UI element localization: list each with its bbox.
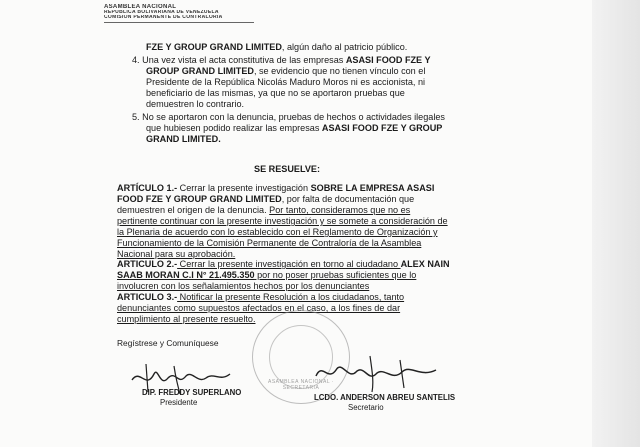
art1-text: Cerrar la presente investigación — [177, 183, 311, 193]
signature-president-role: Presidente — [160, 398, 198, 407]
item4-line4: beneficiario de las mismas, ya que no se aportaron pruebas que — [146, 88, 405, 98]
art2-text-2: por no poser pruebas suficientes que lo — [254, 270, 417, 280]
art1-label: ARTÍCULO 1.- — [117, 183, 178, 193]
art1-line4: pertinente continuar con la presente investigación y se somete a consideración de — [117, 216, 448, 226]
item4-line1 — [132, 55, 431, 65]
art1-line7: Nacional para su aprobación. — [117, 249, 236, 259]
item4-text-cont: , se evidencio que no tienen vínculo con el — [253, 66, 426, 76]
art1-company: FOOD FZE Y GROUP GRAND LIMITED — [117, 194, 282, 204]
art2-line3: involucren con los señalamientos hechos por los denunciantes — [117, 281, 370, 291]
item5-num: 5. — [132, 112, 140, 122]
art2-subject: ALEX NAIN — [400, 259, 450, 269]
resolve-heading: SE RESUELVE: — [254, 164, 321, 174]
signature-secretary — [312, 352, 442, 396]
letterhead-rule — [104, 22, 254, 23]
signature-president-name: DIP. FREDDY SUPERLANO — [142, 388, 242, 397]
item5-line3: GRAND LIMITED. — [146, 134, 221, 144]
art2-text: Cerrar la presente investigación en torno al ciudadano — [177, 259, 401, 269]
item4-line5: demuestren lo contrario. — [146, 99, 245, 109]
art2-line1 — [117, 259, 450, 269]
art1-line1 — [117, 183, 434, 193]
art1-line5: la Plenaria de acuerdo con lo establecido con el Reglamento de Organización y — [117, 227, 438, 237]
letterhead-institution: ASAMBLEA NACIONAL — [104, 4, 177, 10]
page-edge-shadow — [592, 0, 640, 447]
art3-line1 — [117, 292, 404, 302]
letterhead — [104, 4, 244, 20]
art3-line2: denunciantes como supuestos afectados en el caso, a los fines de dar — [117, 303, 401, 313]
top-fragment — [146, 42, 407, 52]
letterhead-line2: REPUBLICA BOLIVARIANA DE VENEZUELA — [104, 10, 219, 15]
item4-company: ASASI FOOD FZE Y — [345, 55, 431, 65]
item4-text: Una vez vista el acta constitutiva de las empresas — [142, 55, 346, 65]
item5-line2 — [146, 123, 442, 133]
art1-line3 — [117, 205, 410, 215]
art1-subject: SOBRE LA EMPRESA ASASI — [310, 183, 435, 193]
signature-secretary-role: Secretario — [348, 403, 384, 412]
art2-subject-cont: SAAB MORAN C.I N° 21.495.350 — [117, 270, 255, 280]
item5-line1 — [132, 112, 445, 122]
art2-line2 — [117, 270, 416, 280]
top-fragment-company: FZE Y GROUP GRAND LIMITED — [146, 42, 282, 52]
art1-underlined-3: Por tanto, consideramos que no es — [269, 205, 411, 215]
seal-text: ASAMBLEA NACIONAL · SECRETARIA — [268, 379, 334, 391]
art3-line3: cumplimiento al presente resuelto. — [117, 314, 256, 324]
art1-line6: Funcionamiento de la Comisión Permanente de Contraloría de la Asamblea — [117, 238, 422, 248]
item4-line3: Presidente de la República Nicolás Maduro Moros ni es accionista, ni — [146, 77, 426, 87]
item5-text: No se aportaron con la denuncia, pruebas de hechos o actividades ilegales — [142, 112, 445, 122]
item5-text-cont: que hubiesen podido realizar las empresas — [146, 123, 322, 133]
item4-company-cont: GROUP GRAND LIMITED — [146, 66, 254, 76]
closing-formula: Regístrese y Comuníquese — [117, 338, 219, 348]
art1-line2 — [117, 194, 414, 204]
art2-label: ARTICULO 2.- — [117, 259, 178, 269]
art3-text: Notificar la presente Resolución a los ciudadanos, tanto — [177, 292, 405, 302]
signature-secretary-name: LCDO. ANDERSON ABREU SANTELIS — [314, 393, 456, 402]
item4-line2 — [146, 66, 425, 76]
item5-company: ASASI FOOD FZE Y GROUP — [321, 123, 443, 133]
art3-label: ARTICULO 3.- — [117, 292, 178, 302]
letterhead-line3: COMISION PERMANENTE DE CONTRALORIA — [104, 15, 223, 20]
item4-num: 4. — [132, 55, 140, 65]
top-fragment-rest: , algún daño al patricio público. — [281, 42, 408, 52]
art1-text-3: demuestren el origen de la denuncia. — [117, 205, 270, 215]
art1-text-2: , por falta de documentación que — [281, 194, 415, 204]
